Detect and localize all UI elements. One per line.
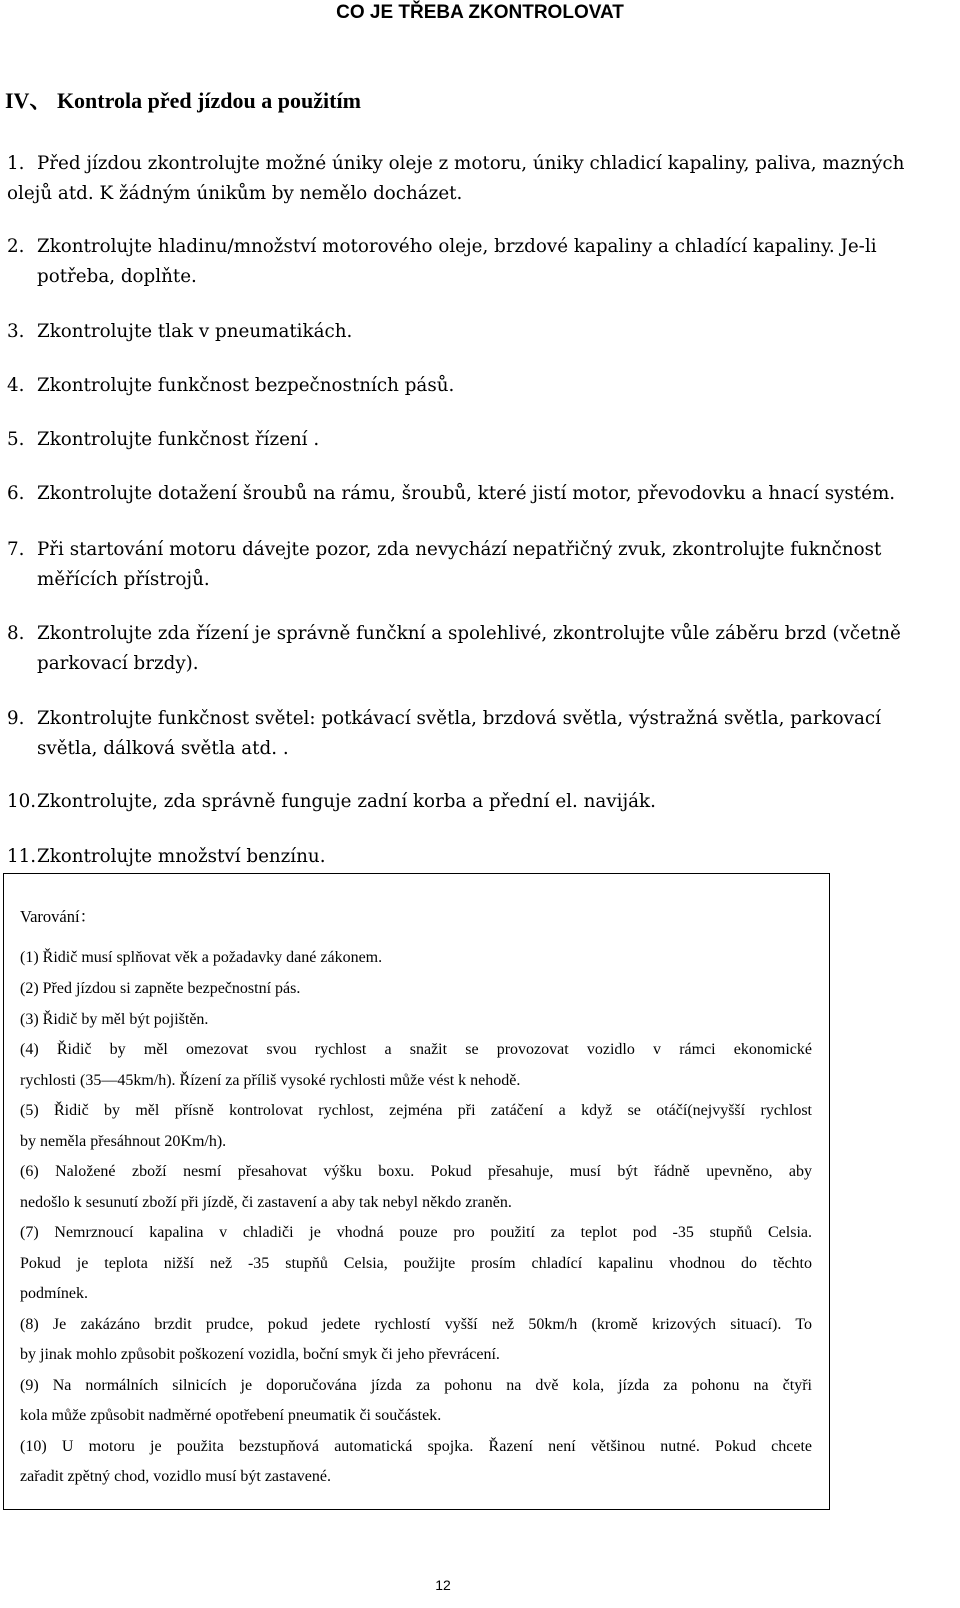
warning-line: (7) Nemrznoucí kapalina v chladiči je vhodná pouze pro použití za teplot pod -35 stupňů Celsia. — [20, 1224, 812, 1241]
warning-line: (10) U motoru je použita bezstupňová automatická spojka. Řazení není většinou nutné. Pokud chcete — [20, 1438, 812, 1455]
section-title: IV、 Kontrola před jízdou a použitím — [5, 88, 361, 113]
item-text: Zkontrolujte funkčnost řízení . — [37, 429, 320, 450]
item-number: 6. — [7, 483, 25, 504]
warning-line: (5) Řidič by měl přísně kontrolovat rychlost, zejména při zatáčení a když se otáčí(nejvyšší rychlost — [20, 1102, 812, 1119]
item-text: Zkontrolujte zda řízení je správně funčkní a spolehlivé, zkontrolujte vůle záběru brzd (včetně — [37, 623, 901, 644]
item-text-continued: potřeba, doplňte. — [37, 266, 197, 287]
item-number: 4. — [7, 375, 25, 396]
item-number: 1. — [7, 153, 25, 174]
warning-box — [3, 873, 830, 1510]
warning-line: (6) Naložené zboží nesmí přesahovat výšku boxu. Pokud přesahuje, musí být řádně upevněno, aby — [20, 1163, 812, 1180]
item-text: Zkontrolujte hladinu/množství motorového oleje, brzdové kapaliny a chladící kapaliny. Je-li — [37, 236, 877, 257]
warning-line: Pokud je teplota nižší než -35 stupňů Celsia, použijte prosím chladící kapalinu vhodnou do těchto — [20, 1255, 812, 1272]
warning-line: (9) Na normálních silnicích je doporučována jízda za pohonu na dvě kola, jízda za pohonu na čtyři — [20, 1377, 812, 1394]
item-number: 3. — [7, 321, 25, 342]
item-number: 8. — [7, 623, 25, 644]
item-text: Zkontrolujte funkčnost bezpečnostních pásů. — [37, 375, 455, 396]
item-text: Při startování motoru dávejte pozor, zda nevychází nepatřičný zvuk, zkontrolujte fuknčnost — [37, 539, 882, 560]
page-header: CO JE TŘEBA ZKONTROLOVAT — [336, 2, 624, 23]
item-number: 5. — [7, 429, 25, 450]
item-number: 7. — [7, 539, 25, 560]
item-text: Zkontrolujte funkčnost světel: potkávací světla, brzdová světla, výstražná světla, parkovací — [37, 708, 881, 729]
item-number: 2. — [7, 236, 25, 257]
item-text: Zkontrolujte dotažení šroubů na rámu, šroubů, které jistí motor, převodovku a hnací systém. — [37, 483, 896, 504]
warning-line: (4) Řidič by měl omezovat svou rychlost a snažit se provozovat vozidlo v rámci ekonomické — [20, 1041, 812, 1058]
warning-line: zařadit zpětný chod, vozidlo musí být zastavené. — [20, 1468, 332, 1485]
page-number: 12 — [435, 1577, 451, 1593]
item-number: 9. — [7, 708, 25, 729]
item-text: Zkontrolujte množství benzínu. — [37, 846, 326, 867]
item-text: Před jízdou zkontrolujte možné úniky oleje z motoru, úniky chladicí kapaliny, paliva, mazných — [37, 153, 905, 174]
warning-line: nedošlo k sesunutí zboží při jízdě, či zastavení a aby tak nebyl někdo zraněn. — [20, 1194, 512, 1211]
item-text-continued: olejů atd. K žádným únikům by nemělo docházet. — [7, 183, 463, 204]
warning-line: by neměla přesáhnout 20Km/h). — [20, 1133, 227, 1150]
item-text-continued: světla, dálková světla atd. . — [37, 738, 289, 759]
item-text: Zkontrolujte, zda správně funguje zadní korba a přední el. naviják. — [37, 791, 656, 812]
item-number: 10. — [7, 791, 37, 812]
item-text: Zkontrolujte tlak v pneumatikách. — [37, 321, 353, 342]
warning-line: rychlosti (35—45km/h). Řízení za příliš vysoké rychlosti může vést k nehodě. — [20, 1072, 521, 1089]
warning-line: (2) Před jízdou si zapněte bezpečnostní pás. — [20, 980, 301, 997]
item-text-continued: parkovací brzdy). — [37, 653, 199, 674]
warning-title: Varování： — [20, 907, 97, 926]
item-number: 11. — [7, 846, 37, 867]
warning-line: kola může způsobit nadměrné opotřebení pneumatik či součástek. — [20, 1407, 442, 1424]
warning-line: (1) Řidič musí splňovat věk a požadavky dané zákonem. — [20, 949, 383, 966]
item-text-continued: měřících přístrojů. — [37, 569, 210, 590]
warning-line: (8) Je zakázáno brzdit prudce, pokud jedete rychlostí vyšší než 50km/h (kromě krizových situací). To — [20, 1316, 812, 1333]
warning-line: by jinak mohlo způsobit poškození vozidla, boční smyk či jeho převrácení. — [20, 1346, 500, 1363]
warning-line: podmínek. — [20, 1285, 88, 1302]
warning-line: (3) Řidič by měl být pojištěn. — [20, 1011, 209, 1028]
